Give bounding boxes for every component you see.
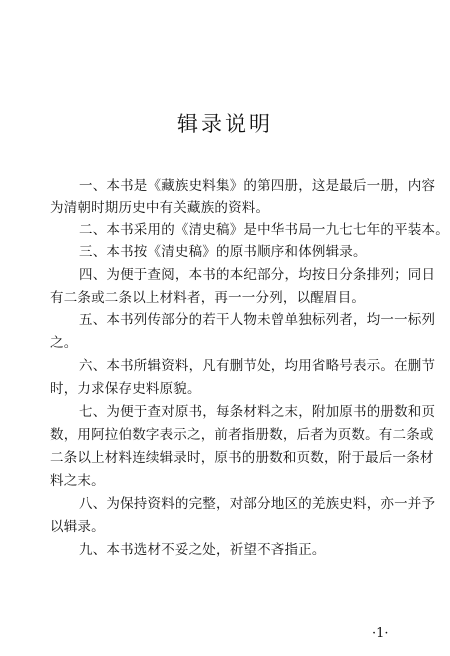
paragraph-8-line-1: 八、为保持资料的完整，对部分地区的羌族史料，亦一并予 <box>79 496 436 512</box>
page-title: 辑录说明 <box>177 112 273 136</box>
paragraph-5-line-1: 五、本书列传部分的若干人物未曾单独标列者，均一一标列 <box>79 312 436 328</box>
paragraph-3-line-1: 三、本书按《清史稿》的原书顺序和体例辑录。 <box>79 244 367 260</box>
paragraph-4-line-1: 四、为便于查阅，本书的本纪部分，均按日分条排列；同日 <box>79 267 436 283</box>
paragraph-7-line-2: 数，用阿拉伯数字表示之，前者指册数，后者为页数。有二条或 <box>50 427 434 443</box>
paragraph-1-line-1: 一、本书是《藏族史料集》的第四册，这是最后一册，内容 <box>79 178 436 194</box>
paragraph-9-line-1: 九、本书选材不妥之处，祈望不吝指正。 <box>79 542 326 558</box>
paragraph-6-line-1: 六、本书所辑资料，凡有删节处，均用省略号表示。在删节 <box>79 358 436 374</box>
paragraph-7-line-4: 料之末。 <box>50 473 105 489</box>
paragraph-1-line-2: 为清朝时期历史中有关藏族的资料。 <box>50 200 270 216</box>
paragraph-6-line-2: 时，力求保存史料原貌。 <box>50 381 201 397</box>
paragraph-7-line-3: 二条以上材料连续辑录时，原书的册数和页数，附于最后一条材 <box>50 450 434 466</box>
paragraph-5-line-2: 之。 <box>50 335 78 351</box>
page-number: ·1· <box>372 626 389 641</box>
paragraph-8-line-2: 以辑录。 <box>50 519 105 535</box>
paragraph-2-line-1: 二、本书采用的《清史稿》是中华书局一九七七年的平装本。 <box>79 222 449 238</box>
paragraph-7-line-1: 七、为便于查对原书，每条材料之末，附加原书的册数和页 <box>79 404 436 420</box>
paragraph-4-line-2: 有二条或二条以上材料者，再一一分列，以醒眉目。 <box>50 290 366 306</box>
